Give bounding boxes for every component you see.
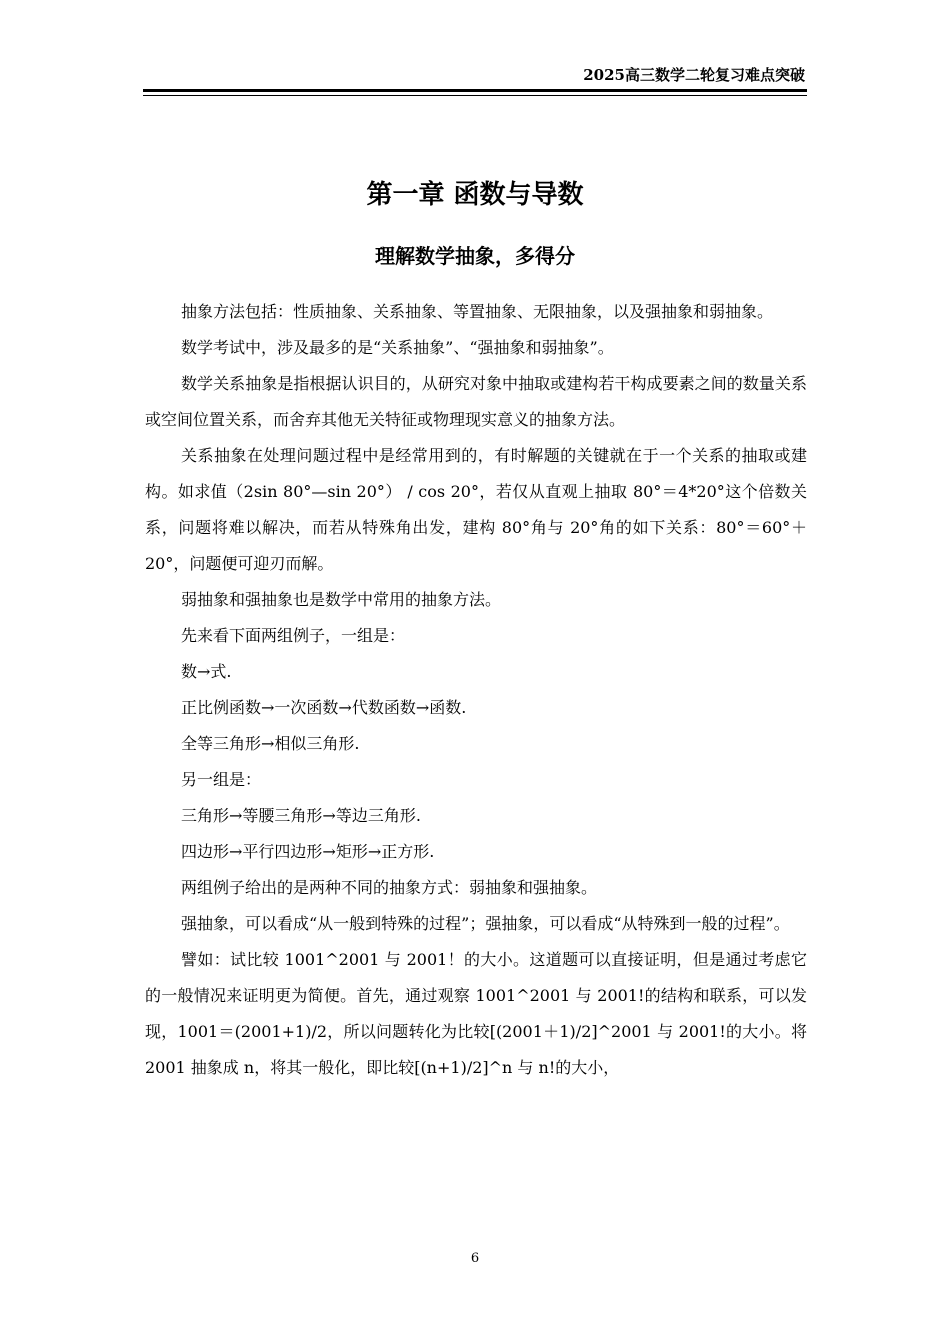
paragraph: 全等三角形→相似三角形. bbox=[181, 734, 360, 753]
header-rule-thick bbox=[143, 89, 807, 92]
paragraph: 抽象方法包括：性质抽象、关系抽象、等置抽象、无限抽象，以及强抽象和弱抽象。 bbox=[181, 302, 774, 321]
paragraph: 另一组是： bbox=[181, 770, 262, 789]
paragraph: 三角形→等腰三角形→等边三角形. bbox=[181, 806, 421, 825]
paragraph: 四边形→平行四边形→矩形→正方形. bbox=[181, 842, 435, 861]
paragraph: 先来看下面两组例子，一组是： bbox=[181, 626, 406, 645]
paragraph: 数→式. bbox=[181, 662, 232, 681]
running-header: 2025高三数学二轮复习难点突破 bbox=[583, 66, 805, 84]
chapter-title: 第一章 函数与导数 bbox=[366, 180, 584, 210]
paragraph: 数学考试中，涉及最多的是“关系抽象”、“强抽象和弱抽象”。 bbox=[181, 338, 614, 357]
header-rule-thin bbox=[143, 95, 807, 96]
paragraph: 两组例子给出的是两种不同的抽象方式：弱抽象和强抽象。 bbox=[181, 878, 598, 897]
paragraph: 数学关系抽象是指根据认识目的，从研究对象中抽取或建构若干构成要素之间的数量关系或空间位置关系，而舍弃其他无关特征或物理现实意义的抽象方法。 bbox=[145, 374, 807, 429]
paragraph: 譬如：试比较 1001^2001 与 2001！的大小。这道题可以直接证明，但是通过考虑它的一般情况来证明更为简便。首先，通过观察 1001^2001 与 2001!的结构和联系，可以发现，1001＝(2001+1)/2，所以问题转化为比较[(2001＋1)/2]^2001 与 2001!的大小。将 2001 抽象成 n，将其一般化，即比较[(n+1)/2]^n 与 n!的大小， bbox=[145, 950, 807, 1077]
paragraph: 强抽象，可以看成“从一般到特殊的过程”；强抽象，可以看成“从特殊到一般的过程”。 bbox=[181, 914, 790, 933]
body-text bbox=[145, 294, 807, 1086]
paragraph: 关系抽象在处理问题过程中是经常用到的，有时解题的关键就在于一个关系的抽取或建构。如求值（2sin 80°—sin 20°） / cos 20°，若仅从直观上抽取 80°＝4*20°这个倍数关系，问题将难以解决，而若从特殊角出发，建构 80°角与 20°角的如下关系：80°＝60°＋20°，问题便可迎刃而解。 bbox=[145, 446, 807, 573]
page-number: 6 bbox=[470, 1251, 480, 1266]
paragraph: 正比例函数→一次函数→代数函数→函数. bbox=[181, 698, 467, 717]
paragraph: 弱抽象和强抽象也是数学中常用的抽象方法。 bbox=[181, 590, 502, 609]
section-title: 理解数学抽象，多得分 bbox=[375, 244, 575, 268]
